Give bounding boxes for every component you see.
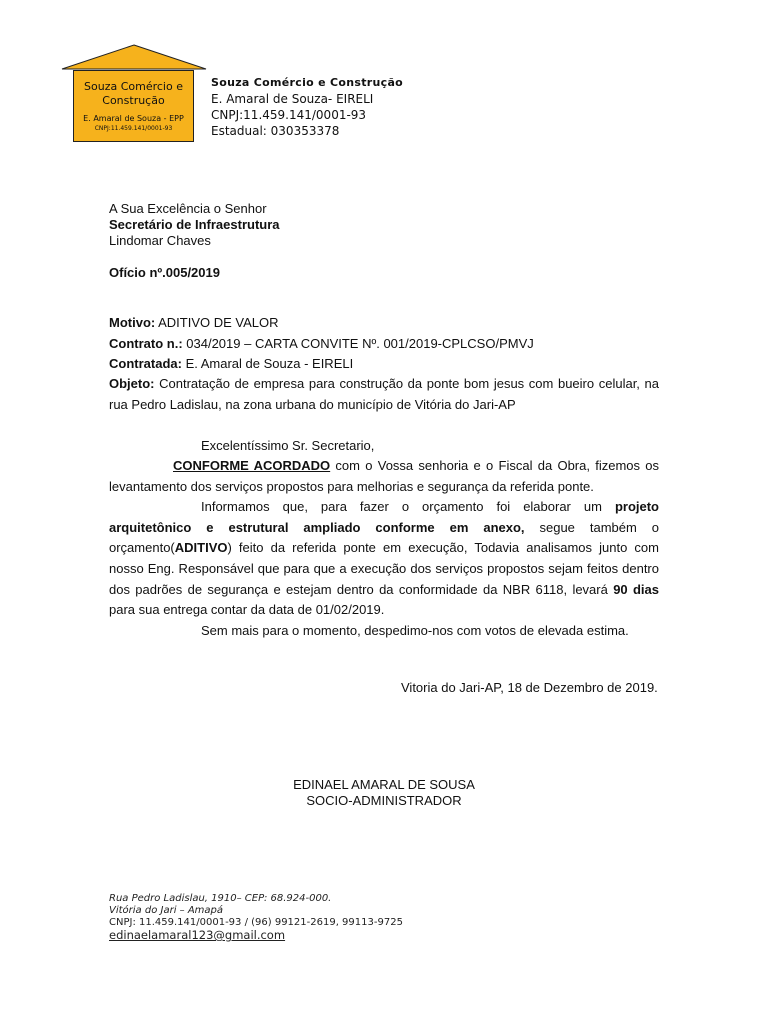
paragraph-1 xyxy=(109,456,659,497)
conforme-acordado: CONFORME ACORDADO xyxy=(173,458,331,473)
logo-roof xyxy=(60,44,208,70)
company-estadual: Estadual: 030353378 xyxy=(211,124,340,138)
p2-bold-90dias: 90 dias xyxy=(613,581,659,597)
closing-paragraph: Sem mais para o momento, despedimo-nos com votos de elevada estima. xyxy=(201,622,629,638)
greeting: Excelentíssimo Sr. Secretario, xyxy=(201,438,375,453)
contratada-label: Contratada: xyxy=(109,356,182,371)
logo-line-3: E. Amaral de Souza - EPP xyxy=(83,114,184,123)
logo-line-4: CNPJ:11.459.141/0001-93 xyxy=(94,125,173,132)
contrato-field xyxy=(109,336,534,352)
oficio-number: Ofício nº.005/2019 xyxy=(109,265,220,280)
company-owner: E. Amaral de Souza- EIRELI xyxy=(211,92,374,106)
objeto-field xyxy=(109,374,659,415)
p2-bold-aditivo: ADITIVO xyxy=(174,540,228,556)
p2-bold-projeto: projeto arquitetônico e estrutural ampliado conforme em anexo, xyxy=(109,499,659,535)
p2-text-e: ) feito da referida ponte em execução, Todavia analisamos junto com nosso Eng. Responsável que para que a execução dos serviços propostos sejam feitos dentro dos padrões de segurança e estejam dentro da conformidade da NBR 6118, levará xyxy=(109,540,659,597)
paragraph-1-text: com o Vossa senhoria e o Fiscal da Obra, fizemos os levantamento dos serviços propostos para melhorias e segurança da referida ponte. xyxy=(109,458,660,494)
motivo-value: ADITIVO DE VALOR xyxy=(155,315,279,330)
company-logo xyxy=(73,70,194,142)
recipient-role: Secretário de Infraestrutura xyxy=(109,217,280,232)
objeto-label: Objeto: xyxy=(109,376,155,391)
footer-contact: CNPJ: 11.459.141/0001-93 / (96) 99121-2619, 99113-9725 xyxy=(109,917,403,928)
body-text xyxy=(109,456,659,641)
footer-city: Vitória do Jari – Amapá xyxy=(109,905,224,916)
footer-address: Rua Pedro Ladislau, 1910– CEP: 68.924-000. xyxy=(109,893,332,904)
company-cnpj: CNPJ:11.459.141/0001-93 xyxy=(211,108,367,122)
contrato-value: 034/2019 – CARTA CONVITE Nº. 001/2019-CPLCSO/PMVJ xyxy=(182,336,534,351)
logo-line-2: Construção xyxy=(102,94,165,107)
paragraph-2 xyxy=(109,497,659,621)
recipient-name: Lindomar Chaves xyxy=(109,233,211,248)
logo-line-1: Souza Comércio e xyxy=(84,80,183,93)
objeto-value: Contratação de empresa para construção da ponte bom jesus com bueiro celular, na rua Pedro Ladislau, na zona urbana do município de Vitória do Jari-AP xyxy=(109,376,659,412)
contratada-field xyxy=(109,356,353,372)
date-line: Vitoria do Jari-AP, 18 de Dezembro de 2019. xyxy=(401,680,658,695)
p2-text-c: segue também o orçamento( xyxy=(109,519,660,556)
p2-text-g: para sua entrega contar da data de 01/02/2019. xyxy=(109,602,385,618)
contratada-value: E. Amaral de Souza - EIRELI xyxy=(181,356,354,371)
signature-title: SOCIO-ADMINISTRADOR xyxy=(306,793,462,808)
footer-email-link[interactable]: edinaelamaral123@gmail.com xyxy=(109,928,286,942)
motivo-label: Motivo: xyxy=(109,315,156,330)
p2-text-a: Informamos que, para fazer o orçamento foi elaborar um xyxy=(201,499,615,515)
motivo-field xyxy=(109,315,279,331)
company-name: Souza Comércio e Construção xyxy=(211,76,404,89)
signature-name: EDINAEL AMARAL DE SOUSA xyxy=(293,777,475,792)
letterhead xyxy=(211,75,403,139)
footer xyxy=(109,893,403,941)
contrato-label: Contrato n.: xyxy=(109,336,183,351)
recipient-salutation: A Sua Excelência o Senhor xyxy=(109,201,267,216)
